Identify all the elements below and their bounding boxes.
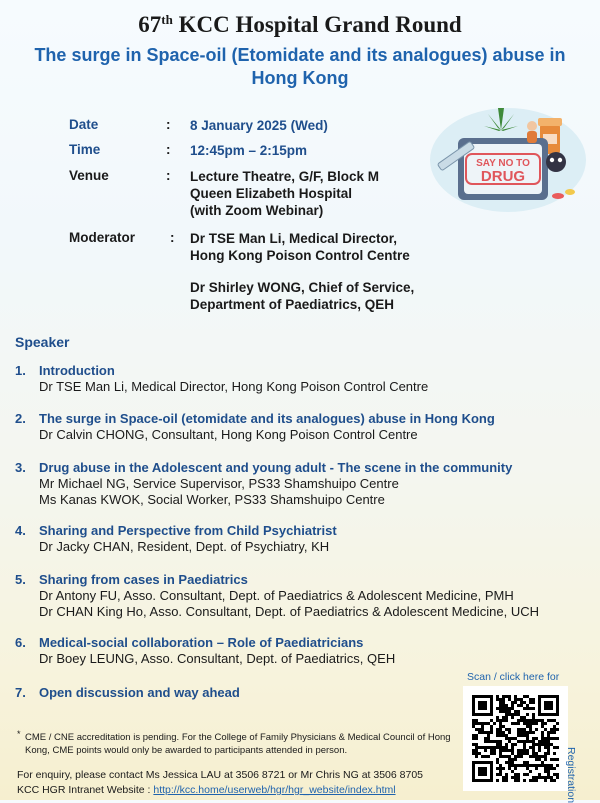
date-value: 8 January 2025 (Wed) [190, 118, 328, 133]
agenda-speaker: Dr TSE Man Li, Medical Director, Hong Kong Poison Control Centre [39, 379, 429, 394]
agenda-item [15, 460, 590, 508]
agenda-title: Introduction [39, 363, 115, 378]
venue-line: Queen Elizabeth Hospital [190, 186, 353, 201]
page-title: 67th KCC Hospital Grand Round [138, 12, 462, 37]
agenda-speaker: Dr Calvin CHONG, Consultant, Hong Kong Poison Control Centre [39, 427, 418, 442]
agenda-number: 3. [15, 460, 26, 475]
agenda-speaker: Dr Antony FU, Asso. Consultant, Dept. of Paediatrics & Adolescent Medicine, PMH [39, 588, 514, 603]
moderator-line: Dr TSE Man Li, Medical Director, [190, 231, 398, 246]
venue-line: (with Zoom Webinar) [190, 203, 324, 218]
agenda-item [15, 635, 590, 667]
agenda-item [15, 411, 590, 443]
moderator-line: Dr Shirley WONG, Chief of Service, [190, 280, 415, 295]
agenda-title: Drug abuse in the Adolescent and young adult - The scene in the community [39, 460, 513, 475]
website-link[interactable]: http://kcc.home/userweb/hgr/hgr_website/index.html [153, 784, 396, 796]
qr-code-icon [463, 686, 568, 791]
agenda-title: Sharing from cases in Paediatrics [39, 572, 248, 587]
say-no-to-drug-illustration [428, 96, 588, 216]
agenda-item [15, 363, 590, 395]
agenda-number: 2. [15, 411, 26, 426]
moderator-line: Hong Kong Poison Control Centre [190, 248, 410, 263]
agenda-item [15, 523, 590, 555]
note-asterisk: * [17, 729, 21, 739]
agenda-number: 6. [15, 635, 26, 650]
venue-colon: : [166, 168, 171, 183]
moderator-colon: : [170, 230, 175, 245]
date-colon: : [166, 117, 171, 132]
agenda-number: 5. [15, 572, 26, 587]
time-value: 12:45pm – 2:15pm [190, 143, 308, 158]
registration-label: Registration [565, 747, 577, 803]
sign-text-2: DRUG [480, 168, 526, 185]
agenda-title: The surge in Space-oil (etomidate and its analogues) abuse in Hong Kong [39, 411, 495, 426]
sign-text-1: SAY NO TO [476, 158, 530, 169]
moderator-label: Moderator [69, 230, 136, 245]
agenda-speaker: Dr Jacky CHAN, Resident, Dept. of Psychiatry, KH [39, 539, 330, 554]
skull-icon [546, 152, 566, 172]
page-subtitle: The surge in Space-oil (Etomidate and its analogues) abuse in Hong Kong [34, 45, 566, 88]
registration-qr-code[interactable] [463, 686, 568, 791]
scan-label: Scan / click here for [467, 671, 560, 683]
agenda-speaker: Ms Kanas KWOK, Social Worker, PS33 Shamshuipo Centre [39, 492, 385, 507]
agenda-title: Sharing and Perspective from Child Psychiatrist [39, 523, 337, 538]
accreditation-note [17, 731, 457, 757]
moderator-value [190, 230, 490, 313]
agenda-speaker: Mr Michael NG, Service Supervisor, PS33 Shamshuipo Centre [39, 476, 399, 491]
website-line [17, 783, 423, 798]
time-label: Time [69, 142, 101, 157]
website-label: KCC HGR Intranet Website : [17, 784, 154, 796]
agenda-title: Medical-social collaboration – Role of Paediatricians [39, 635, 364, 650]
venue-label: Venue [69, 168, 109, 183]
time-colon: : [166, 142, 171, 157]
agenda-number: 7. [15, 685, 26, 700]
agenda-number: 1. [15, 363, 26, 378]
agenda-speaker: Dr CHAN King Ho, Asso. Consultant, Dept. of Paediatrics & Adolescent Medicine, UCH [39, 604, 539, 619]
agenda-speaker: Dr Boey LEUNG, Asso. Consultant, Dept. of Paediatrics, QEH [39, 651, 396, 666]
note-text: CME / CNE accreditation is pending. For the College of Family Physicians & Medical Council of Hong Kong, CME points would only be awarded to participants attended in person. [25, 732, 451, 756]
person-figure-icon [527, 121, 537, 143]
speaker-heading: Speaker [15, 334, 70, 350]
agenda-title: Open discussion and way ahead [39, 685, 240, 700]
venue-line: Lecture Theatre, G/F, Block M [190, 169, 380, 184]
enquiry-text: For enquiry, please contact Ms Jessica LAU at 3506 8721 or Mr Chris NG at 3506 8705 [17, 769, 424, 781]
agenda-item [15, 572, 590, 620]
agenda-number: 4. [15, 523, 26, 538]
enquiry-block [17, 768, 423, 798]
moderator-line: Department of Paediatrics, QEH [190, 297, 395, 312]
date-label: Date [69, 117, 99, 132]
